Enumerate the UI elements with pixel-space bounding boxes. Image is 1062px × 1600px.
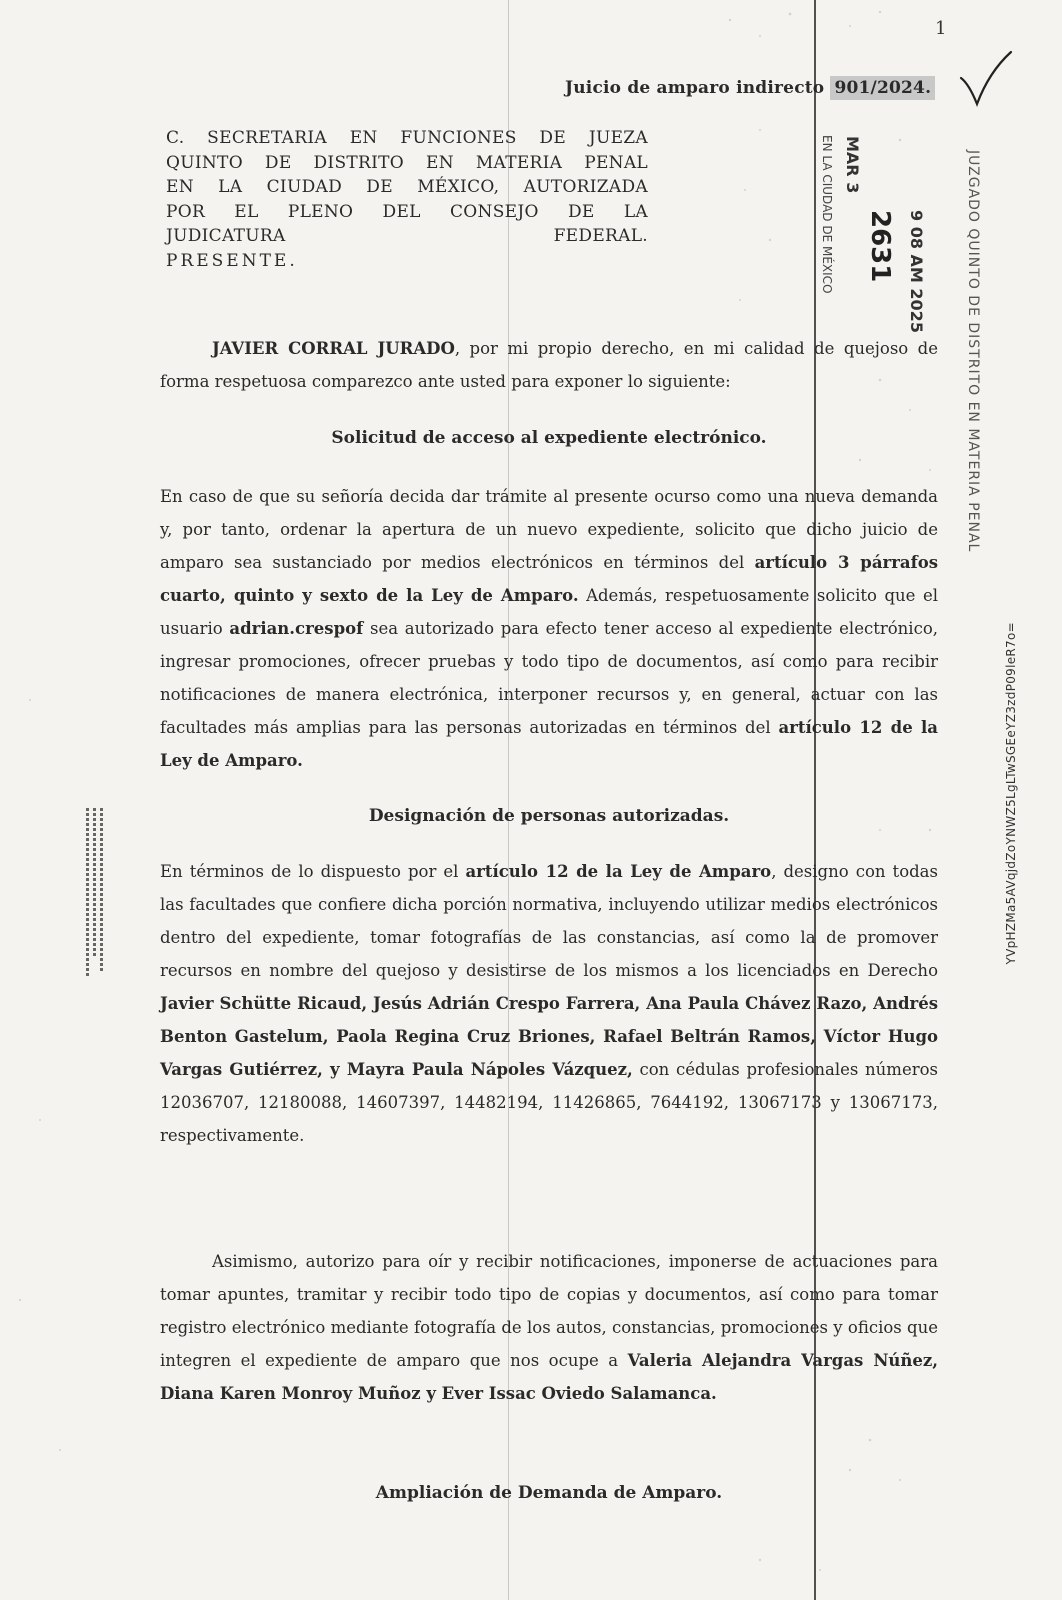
section2-bold: artículo 12 de la Ley de Amparo bbox=[465, 862, 772, 881]
section1-text: sea autorizado para efecto tener acceso al expediente electrónico, ingresar promociones, ofrecer pruebas y todo tipo de documentos, así como para recibir notificaciones de manera electrónica, interponer recursos y, en general, actuar con las facultades más amplias para las personas autorizadas en términos del bbox=[160, 619, 938, 737]
stamp-court: JUZGADO QUINTO DE DISTRITO EN MATERIA PENAL bbox=[965, 150, 981, 553]
addressee-line: EN LA CIUDAD DE MÉXICO, AUTORIZADA bbox=[166, 177, 648, 197]
stamp-city: EN LA CIUDAD DE MÉXICO bbox=[820, 135, 834, 294]
stamp-received: MAR 3 bbox=[843, 136, 862, 194]
reception-stamp bbox=[815, 130, 1015, 553]
section3-text: Asimismo, autorizo para oír y recibir notificaciones, imponerse de actuaciones para tomar apuntes, tramitar y recibir todo tipo de copias y documentos, así como para tomar registro electrónico mediante fotografía de los autos, constancias, promociones y oficios que integren el expediente de amparo que nos ocupe a bbox=[160, 1252, 938, 1370]
addressee-block bbox=[166, 126, 648, 273]
section2-text: con cédulas profesionales números 12036707, 12180088, 14607397, 14482194, 11426865, 7644192, 13067173 y 13067173, respectivamente. bbox=[160, 1060, 938, 1145]
addressee-line: QUINTO DE DISTRITO EN MATERIA PENAL bbox=[166, 152, 648, 173]
section-heading: Designación de personas autorizadas. bbox=[368, 806, 730, 826]
addressee-line: C. SECRETARIA EN FUNCIONES DE JUEZA bbox=[166, 128, 648, 148]
quejoso-name: JAVIER CORRAL JURADO bbox=[212, 339, 455, 358]
electronic-signature-code: YVpHZMa5AVqjdZoYNWZ5LgLTwSGEeYZ3zdP09leR7o= bbox=[1004, 622, 1018, 965]
section-heading: Ampliación de Demanda de Amparo. bbox=[375, 1483, 723, 1503]
left-margin-signature-icon bbox=[84, 808, 112, 978]
section1-text: Además, respetuosamente solicito que el usuario bbox=[160, 586, 938, 638]
stamp-time: 9 08 AM 2025 bbox=[907, 210, 926, 333]
addressee-line: JUDICATURA FEDERAL. bbox=[166, 226, 648, 246]
section2-text: , designo con todas las facultades que confiere dicha porción normativa, incluyendo utilizar medios electrónicos dentro del expediente, tomar fotografías de las constancias, así como la de promover recursos en nombre del quejoso y desistirse de los mismos a los licenciados en Derecho bbox=[160, 862, 938, 980]
authorized-names: Javier Schütte Ricaud, Jesús Adrián Crespo Farrera, Ana Paula Chávez Razo, Andrés Benton Gastelum, Paola Regina Cruz Briones, Rafael Beltrán Ramos, Víctor Hugo Vargas Gutiérrez, y Mayra Paula Nápoles Vázquez, bbox=[160, 994, 938, 1079]
stamp-number: 2631 bbox=[865, 210, 895, 283]
case-number-value: 901/2024. bbox=[830, 76, 935, 100]
intro-text: , por mi propio derecho, en mi calidad de quejoso de forma respetuosa comparezco ante usted para exponer lo siguiente: bbox=[160, 339, 938, 391]
section2-paragraph bbox=[160, 855, 938, 1152]
section1-bold: artículo 12 de la Ley de Amparo. bbox=[160, 718, 938, 770]
section1-text: En caso de que su señoría decida dar trámite al presente ocurso como una nueva demanda y, por tanto, ordenar la apertura de un nuevo expediente, solicito que dicho juicio de amparo sea sustanciado por medios electrónicos en términos del bbox=[160, 487, 938, 572]
case-number-prefix: Juicio de amparo indirecto bbox=[565, 78, 831, 98]
addressee-line: POR EL PLENO DEL CONSEJO DE LA bbox=[166, 201, 648, 222]
handwritten-check-icon bbox=[955, 48, 1015, 108]
notification-names: Valeria Alejandra Vargas Núñez, Diana Karen Monroy Muñoz y Ever Issac Oviedo Salamanca. bbox=[160, 1351, 939, 1403]
section2-text: En términos de lo dispuesto por el bbox=[160, 862, 466, 881]
section1-bold: artículo 3 párrafos cuarto, quinto y sexto de la Ley de Amparo. bbox=[160, 553, 938, 605]
intro-paragraph bbox=[160, 332, 938, 398]
section1-paragraph bbox=[160, 480, 938, 777]
section3-paragraph bbox=[160, 1245, 938, 1410]
section-heading: Solicitud de acceso al expediente electrónico. bbox=[331, 428, 767, 448]
case-number bbox=[565, 78, 935, 98]
page-number: 1 bbox=[935, 18, 947, 39]
addressee-presente: PRESENTE. bbox=[166, 250, 298, 271]
section1-username: adrian.crespof bbox=[229, 619, 364, 638]
